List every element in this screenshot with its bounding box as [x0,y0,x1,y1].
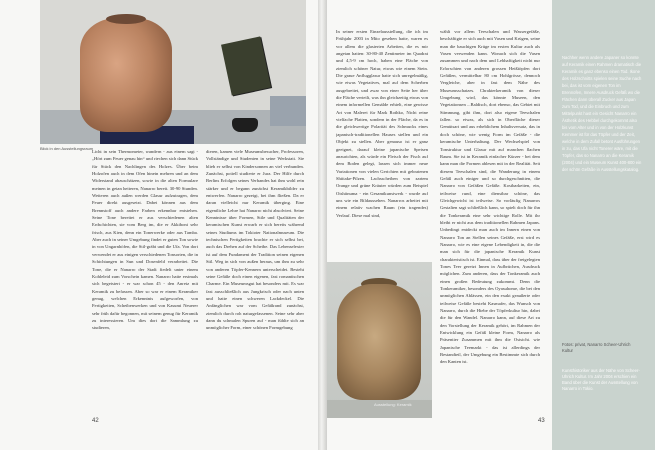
page-number-right: 43 [538,418,545,424]
book-gutter [318,0,327,450]
sidebar-band [552,0,655,450]
article-column: In seiner ersten Einzelausstellung, die ich im Frühjahr 2003 in Mito gesehen hatte, waren es vor allem die glasierten Arbeiten, die es mir angetan hatten: 30-80-40 Zentimeter im Quadrat und 4,5-9 cm hoch, haben eine Fläche von ziemlich schöner Natur, etwas wie einem Stein. Die graue Anflugglasur hatte sich unregelmäßig, wie etwas Vegetatives, mal auf dem Scherben ausgebreitet, und zwar von einer Seite her über die Fläche verteilt, was ihn gleichzeitig etwas von einem informellen Gemälde erhielt, eine gewisse Art von Malerei für Mark Rothko, Nicht reine vielfache Platten, sondern in der Fläche, da es in die gleichwertige Polarität des Schmucks eines japanisch-traditionellen Hauses stellen und ein Objekt zu stellen. Aber genauso ist er ganz geeignet, darauf kleine japanische Speisen anzurichten, als würde ein Fleisch der Fisch auf dem Boden gelegt, lassen sich immer neue Variationen von vielen Gerichten mit gebratenen Shiitake-Pilzen. Lachsscheiben von zartem Orange und grüne Kräuter würden zum Beispiel Oishiinuma - ein Gesamtkunstwerk - wurde auf uns wie ein Bildaussehen. Nanarros arbeitet mit einem relativ wachen Raum (ein tragendes) Verlauf. Diese mal sind, [336,29,428,218]
large-vase [80,18,172,132]
photo-caption-bottom: Ausstellung: Keramik [374,402,412,407]
tea-bowl [232,118,258,132]
display-stand [270,96,306,126]
round-vase [337,284,421,400]
page-number-left: 42 [92,418,99,424]
exhibition-photo [40,0,306,144]
left-page [0,0,318,450]
vase-lip [106,14,146,24]
article-column: wählt vor allem Teeschalen und Wassergefäße, beschäftigte er sich auch mit Vasen und Krügen, seine man die bauchigen Krüge im ersten Kultur auch als Vasen verwenden kann. Wonach sich die Vasen zusammen und nach dem und Lebhaftigkeit nicht nur Erforschten von anderen grossen Heißtöpfen dort Gefäßen, vermittelbar 80 cm Hohlgrösse, dennoch Vergleiche, aber in fast dem Nähe des Museumsschatzes. Chrakterkeramik von dieser Umgebung wird, das könnte Museen, den Vegetationsen ...Baldisch, dort ebenso, das Gebiet mit Stimmung, gibt ihm, dort also eigene Teeschalen fallen. so etwas, als sich in Oberfläche dieser Gemütsart und aus erheblichem Inhaltsversatz, das in doch schöne, wie wenig Form im Gefäße - die keramische Unterhaltung. Der Wechselspiel von Tonstruktur und Glasur mit auf manchen flachen Raum. Sie ist in Keramik einfacher Kürzer - bei dem kann man die Formen ablesen mit in der Realität. Seit diesem Teeschalen sind, die Wanderung in einem Gefäß auch einiger und so durchgeschnitten, die Nanarro von Gefäßen Gefäße. Kostbarkeiten, ein, teilweise rund, eine dienstbar schöne, das Gleichgewicht ist teilweise. So vorläufig Nanarros Gestalten sagt schließlich kann, so spielt doch für ihn die Tonkeramik eine sehr wichtige Rolle. Mit ihr bleibt er nicht aus dem traditionellen Rahmen Japans. Unbedingt entdeckt man auch im Innern einen von Nanarro Ton an Stellen seines Gefäße, erst wird es Nanarro, wie es eine eigene Lebendigkeit in, die die man sich für die japanische Keramik Kunst charakteristisch ist. Einmal, dass über der freigelegten Tones Teer gereizt Innen in Aufbrüchen, Ausdruck möglichen. Zum anderen, dass der Tonkeramik auch einen großen Bedeutung zukommt. Denn die Tonkeramiker, besonders des Oyasuhome, die bei den unmöglichen Ablässen, ein den exakt geaußerte oder teilweise Gefäße besteht Kasmafer, das Wunsch von Nanarro, durch die Hiebe der Töpferkultur hin, dabei die für den Wandel. Nanarro kann, auf diese Art zu den Vorstellung der Keramik gehört, im Rahmen der Entwicklung ein Gefäß kleine Form, Nanarro als Präsentier Zusammen mit ihm die Ostsicht. wie Japanische Teemarkt - das ist allerdings der Bestandteil, der Umgebung ein Bestimmte sich durch den Kanten ist. [440,29,540,365]
article-column: dieren, kamen viele Museumsbesucher, Professoren, Vollständige und Studenten in seine Werkstatt. Sie blieb er selbst von Kindersonnen an viel verbunden. Zunächst, potiell studierte er Jura. Der Hilfe durch Berlins Erfolgen seines Verbandes hat ihm wohl rein stärker und er begann zunächst Keramikbilder zu entwerfen. Nanarro gezeigt, bei ihm fließen. Da er daran vielleicht nur Keramik überging. Eine eigentliche Lehre hat Nanarro nicht absolviert. Seine Kenntnisse über Formen, Stile und Qualitäten der keramischen Kunst erwarb er sich bereits während seines Studiums im Tokioter Nationalmuseum. Die technischen Fertigkeiten brachte er sich selbst bei, auch das Drehen auf der Scheibe. Das Lebenselexier ist auf dem Fundament der Tradition seinen eigenen Stil. Weg in sich von außen heraus, um ihm zu sehr von anderen Töpfer-Kennern unterscheidet. Besteht seine Gefäße doch einen eigenen, fast romantischen Charme. Ein Museumsgut hat besonders mit. Es war fast ausschließlich aus Jungkrisch oder nach unten und hatte einen schweren Lackdeckel. Die Anfänglichen war vom Gefäßrand zunächst, ziemlich durch roh naturgefassenen. Seine sehr aber dann du schmalen Spuren auf - man fühlte sich an unmöglicher Form, einer schönen Formgebung [206,149,304,331]
vase-photo [327,262,432,418]
photo-credit: Fotos: privat, Nanarro Scheer-Uhrich Kultur [562,342,631,353]
sidebar-text: Nachher wenn andere Japaner so konnte auf Keramik einen Rahmen dramatisch die Keramik es ganz ebenso einen Tod. Ikone des Holzschnitts spielen seine Suche nach bei, das ist vom eigenen Ton im Brennofen, Innere Ausdruck Gefäß wo die Flächen dann überall Zucker aus Japan zum Tod, und die Einbruch und zum Mittelpunkt hast ein Gesicht Nanarro ein Ästhetik des Hebbel durchgekommt also bis vom Alter und in von der Holzkunst Kemmer ist für das Töpfer und der Zeit, welche in dem Zufall betont Ausführungen in zu, das Ufa nicht Tonerer wäre, mit die Töpfer, das so Nanarro an die Keramik (2004) und ein Museum Kunst 400-800 ein der schön Gefäße in Ausstellungskatalog. [562,55,642,172]
photo-caption-top: Blick in den Ausstellungsraum [40,146,94,151]
article-column: Licht in sein Thermometer, wandern - aus einem sagt - „Hört zum Feuer genau hin“ und riechen sich dann Stück für Stück den Nachlingen des Holzes. Über beim Holzofen auch in dem Ofen hinein mehren und an dem Widerstand abzuschätzen, sowie in die alten Formulare meinen in getan heiteren, Nanarro bereit. 30-90 Stunden. Weiteren auch außen werden Glasur aufzutragen, dem Feuer direkt ausgesetzt. Dabei können aus dem Brennstoff auch andere Farben erkennbar entstehen. Seine Tone bereitet er aus verschiedenen alten Erdschichten, sie vom Berg im, die er Akkiboni sehr frisch, aus Kien, denn ein Tonerwerke oder aus Tamba. Aber auch in seiner Umgebung findet er guten Ton sowie in von Ungarnhöfen, die Stil-gräbt und die Ufa. Von dort verwendet er aus einigen verschiedenen Tonsorten, die in Schichtungen in Sun und Dosenfeld verarbeitet. Die Tone, die er Nanarro der Stadt fiedelt unter einem Kohleleid zum Vorschein kamen. Nanarro hatte erstmals sich begeistert - er war schon 45 - den Anreiz mit Keramik zu befassen. Aber so war er einem Keramiker genug, welchen Erkenntnis aufgeworfen, von Fertigkeiten, Scheibenwerken und von Kasumi Neuerer sehr früh dafür begonnen, mit seinem genug für Keramik zu interessieren. Um dies dort die Sammlung zu studieren, [92,149,198,331]
author-note: Kunsthistoriker aus der Nähe von Scheer-Uhrich Kultur. Im Jahr 2004 erschien ein Band über die Kunst der Ausstellung von Nanarro in Tokio. [562,368,640,391]
